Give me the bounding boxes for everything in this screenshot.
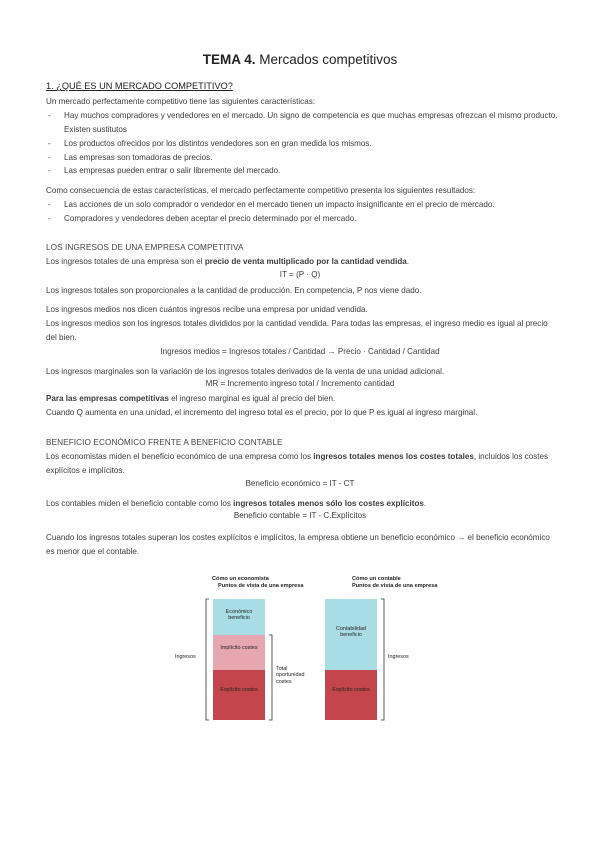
left-title-2: Puntos de vista de una empresa — [218, 583, 304, 589]
formula-economic-profit: Beneficio económico = IT - CT — [245, 479, 355, 488]
formula-marginal-revenue: MR = Incremento ingreso total / Incremento cantidad — [205, 379, 395, 388]
section3-heading: BENEFICIO ECONÓMICO FRENTE A BENEFICIO CONTABLE — [46, 438, 283, 447]
right-revenue-label: Ingresos — [388, 654, 409, 660]
section2-p2: Los ingresos totales son proporcionales a la cantidad de producción. En competencia, P nos viene dado. — [46, 286, 422, 295]
bullet-1: - Hay muchos compradores y vendedores en el mercado. Un signo de competencia es que muchas empresas ofrezcan el mismo producto. Existen sustitutos — [46, 109, 558, 137]
section2-p1: Los ingresos totales de una empresa son el precio de venta multiplicado por la cantidad vendida. — [46, 257, 410, 266]
bullet-1-text: Hay muchos compradores y vendedores en el mercado. Un signo de competencia es que muchas empresas ofrezcan el mismo producto. Existen sustitutos — [64, 111, 558, 134]
page-title — [0, 52, 600, 67]
bullet-3-text: Las empresas son tomadoras de precios. — [64, 153, 213, 162]
explicit-costs-left-label: Explícito costes — [220, 687, 258, 693]
section1-intro: Un mercado perfectamente competitivo tiene las siguientes características: — [46, 97, 316, 106]
profit-comparison-figure — [168, 574, 440, 724]
section2-p4: Los ingresos medios son los ingresos totales divididos por la cantidad vendida. Para todas las empresas, el ingreso medio es igual al precio del bien. — [46, 319, 548, 342]
right-title-1: Cómo un contable — [352, 576, 401, 582]
section3-p1: Los economistas miden el beneficio económico de una empresa como los ingresos totales menos los costes totales, incluidos los costes explícitos e implícitos. — [46, 452, 549, 475]
title-rest: Mercados competitivos — [255, 52, 398, 67]
bullet-2-text: Los productos ofrecidos por los distintos vendedores son en gran medida los mismos. — [64, 139, 372, 148]
section2-p6: Para las empresas competitivas el ingreso marginal es igual al precio del bien. — [46, 394, 336, 403]
document-page: TEMA 4. Mercados competitivos 1. ¿QUÉ ES UN MERCADO COMPETITIVO? Un mercado perfectamente competitivo tiene las siguientes características: - Hay muchos compradores y vendedores en el mercado. Un signo de competencia es que muchas empresas ofrezcan el mismo producto. Existen sustitutos - Los productos ofrecidos por los distintos vendedores son en gran medida los mismos. - Las empresas son tomadoras de precios. - Las empresas pueden entrar o salir libremente del mercado. Como consecuencia de estas características, el mercado perfectamente competitivo presenta los siguientes resultados: - Las acciones de un solo comprador o vendedor en el mercado tienen un impacto insignificante en el precio de mercado. - Compradores y vendedores deben aceptar el precio determinado por el mercado. LOS INGRESOS DE UNA EMPRESA COMPETITIVA Los ingresos totales de una empresa son el precio de venta multiplicado por la cantidad vendida. IT = (P · Q) Los ingresos totales son proporcionales a la cantidad de producción. En competencia, P nos viene dado. Los ingresos medios nos dicen cuántos ingresos recibe una empresa por unidad vendida. Los ingresos medios son los ingresos totales divididos por la cantidad vendida. Para todas las empresas, el ingreso medio es igual al precio del bien. Ingresos medios = Ingresos totales / Cantidad → Precio · Cantidad / Cantidad Los ingresos marginales son la variación de los ingresos totales derivados de la venta de una unidad adicional. MR = Incremento ingreso total / Incremento cantidad Para las empresas competitivas el ingreso marginal es igual al precio del bien. Cuando Q aumenta en una unidad, el incremento del ingreso total es el precio, por lo que P es igual al ingreso marginal. BENEFICIO ECONÓMICO FRENTE A BENEFICIO CONTABLE Los economistas miden el beneficio económico de una empresa como los ingresos totales menos los costes totales, incluidos los costes explícitos e implícitos. Beneficio económico = IT - CT Los contables miden el beneficio contable como los ingresos totales menos sólo los costes explícitos. Beneficio contable = IT - C.Explícitos Cuando los ingresos totales superan los costes explícitos e implícitos, la empresa obtiene un beneficio económico → el beneficio económico es menor que el contable. Cómo un economista Puntos de vista de una empresa Cómo un contable Puntos de vista de una empresa Económico beneficio Implícito costes Explícito costes Contabilidad beneficio Explícito costes Ingresos Ingresos Total oportunidad costes — [0, 0, 600, 848]
section1-heading: 1. ¿QUÉ ES UN MERCADO COMPETITIVO? — [46, 81, 233, 91]
section2-p3: Los ingresos medios nos dicen cuántos ingresos recibe una empresa por unidad vendida. — [46, 305, 368, 314]
formula-total-revenue: IT = (P · Q) — [279, 270, 321, 279]
opportunity-costs-label: Total oportunidad costes — [276, 666, 305, 685]
section2-p5: Los ingresos marginales son la variación de los ingresos totales derivados de la venta de una unidad adicional. — [46, 367, 445, 376]
result-1-text: Las acciones de un solo comprador o vendedor en el mercado tienen un impacto insignificante en el precio de mercado. — [64, 200, 495, 209]
section3-p3: Cuando los ingresos totales superan los costes explícitos e implícitos, la empresa obtiene un beneficio económico → el beneficio económico es menor que el contable. — [46, 533, 550, 556]
left-revenue-label: Ingresos — [175, 654, 196, 660]
figure-brackets — [168, 574, 440, 724]
explicit-costs-right-label: Explícito costes — [332, 687, 370, 693]
formula-average-revenue: Ingresos medios = Ingresos totales / Cantidad → Precio · Cantidad / Cantidad — [160, 347, 440, 356]
left-title-1: Cómo un economista — [212, 576, 269, 582]
economic-profit-label: Económico beneficio — [225, 609, 253, 622]
title-bold: TEMA 4. — [202, 52, 256, 67]
bullet-4-text: Las empresas pueden entrar o salir libremente del mercado. — [64, 166, 281, 175]
accounting-profit-label: Contabilidad beneficio — [336, 626, 366, 639]
formula-accounting-profit: Beneficio contable = IT - C.Explícitos — [233, 511, 367, 520]
section2-p7: Cuando Q aumenta en una unidad, el incremento del ingreso total es el precio, por lo que P es igual al ingreso marginal. — [46, 408, 478, 417]
implicit-costs-label: Implícito costes — [220, 645, 258, 651]
section2-heading: LOS INGRESOS DE UNA EMPRESA COMPETITIVA — [46, 243, 244, 252]
right-title-2: Puntos de vista de una empresa — [352, 583, 438, 589]
section1-consequence: Como consecuencia de estas características, el mercado perfectamente competitivo presenta los siguientes resultados: — [46, 186, 476, 195]
section3-p2: Los contables miden el beneficio contable como los ingresos totales menos sólo los costes explícitos. — [46, 499, 427, 508]
result-2-text: Compradores y vendedores deben aceptar el precio determinado por el mercado. — [64, 214, 357, 223]
